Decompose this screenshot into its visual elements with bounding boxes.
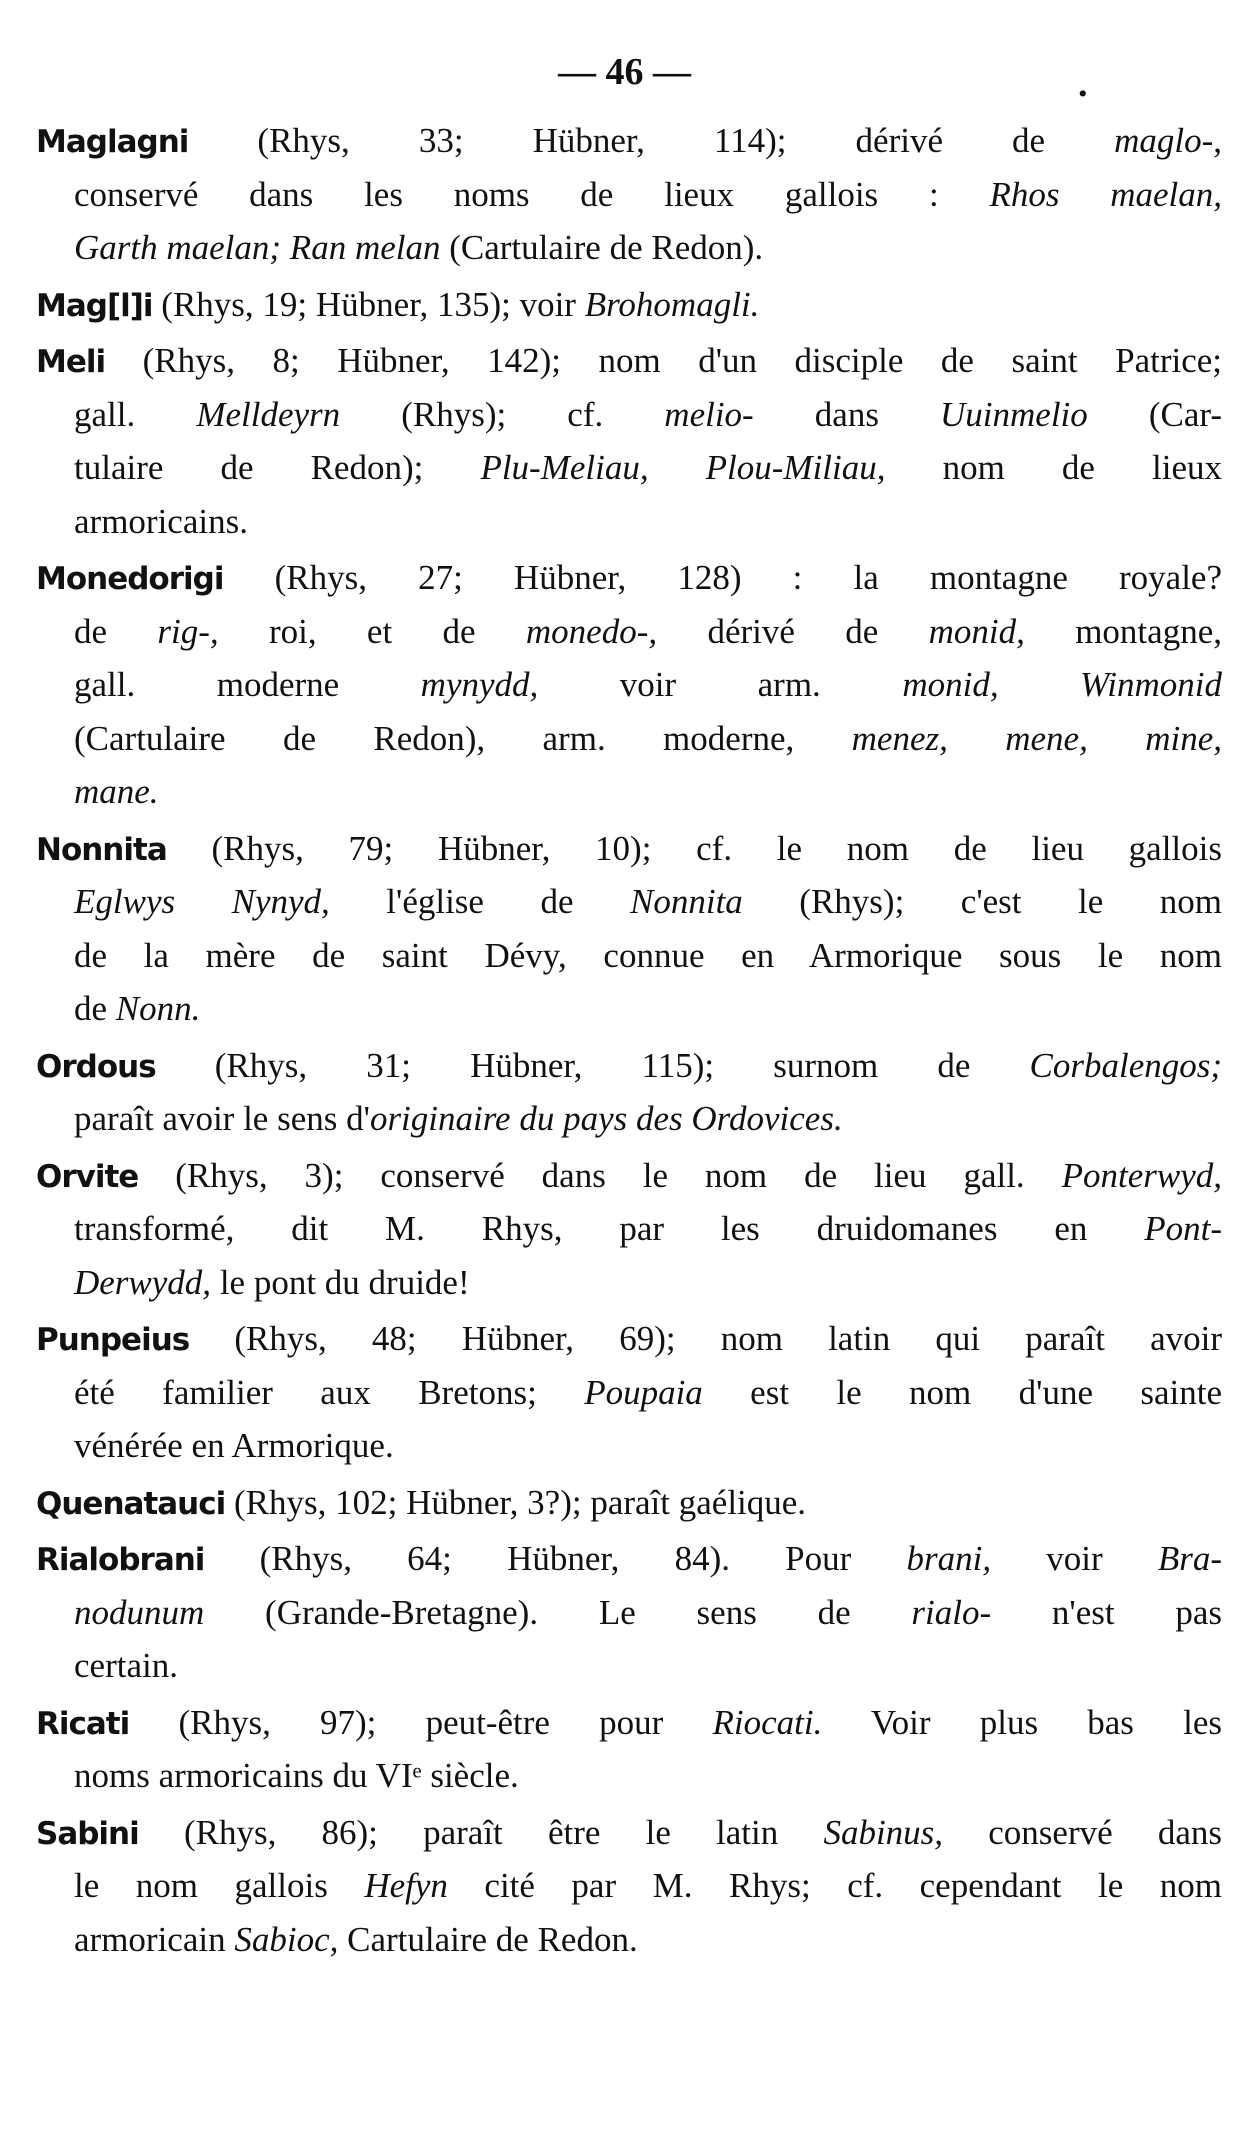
italic-term: Ponterwyd, (1061, 1155, 1222, 1195)
italic-term: Riocati. (712, 1702, 823, 1742)
italic-term: Derwydd, (74, 1262, 212, 1302)
text-segment: armoricain (74, 1919, 235, 1959)
text-line (36, 658, 1222, 712)
headword: Rialobrani (36, 1542, 205, 1578)
text-line (36, 1202, 1222, 1256)
text-segment: , (1213, 121, 1222, 160)
text-segment: le nom gallois (74, 1866, 365, 1905)
text-segment: (Rhys, 33; Hübner, 114); dérivé de (188, 121, 1115, 160)
text-segment: noms armoricains du VIᵉ siècle. (74, 1756, 519, 1795)
text-line (36, 1859, 1222, 1913)
text-segment: (Rhys, 31; Hübner, 115); surnom de (155, 1045, 1030, 1085)
text-segment: certain. (74, 1646, 178, 1685)
text-line (36, 982, 1222, 1036)
italic-term: Eglwys Nynyd, (74, 882, 330, 921)
text-segment: paraît avoir le sens d' (74, 1099, 370, 1138)
italic-term: Poupaia (584, 1372, 703, 1412)
dictionary-entry (36, 1532, 1222, 1693)
text-segment: armoricains. (74, 501, 248, 541)
text-segment: Voir plus bas les (822, 1702, 1222, 1742)
dictionary-entry (36, 278, 1222, 332)
headword: Ricati (36, 1705, 130, 1742)
headword: Sabini (36, 1815, 139, 1852)
text-line (36, 765, 1222, 819)
text-line (36, 1586, 1222, 1640)
text-segment: (Rhys, 19; Hübner, 135); voir (152, 284, 585, 324)
text-segment: (Rhys, 8; Hübner, 142); nom d'un disciple de saint Patrice; (105, 341, 1222, 380)
text-segment: vénérée en Armorique. (74, 1426, 394, 1465)
text-segment: nom de lieux (885, 448, 1222, 487)
text-segment: cité par M. Rhys; cf. cependant le nom (447, 1866, 1222, 1905)
text-segment: tulaire de Redon); (74, 448, 481, 487)
dictionary-entry (36, 1476, 1222, 1530)
text-line (36, 712, 1222, 766)
text-segment: (Cartulaire de Redon), arm. moderne, (74, 718, 852, 758)
text-segment: (Rhys, 48; Hübner, 69); nom latin qui paraît avoir (189, 1319, 1222, 1358)
italic-term: mane. (74, 772, 159, 811)
text-segment: n'est pas (991, 1592, 1222, 1632)
italic-term: brani, (906, 1539, 992, 1578)
italic-term: Uuinmelio (940, 394, 1088, 434)
text-line (36, 1913, 1222, 1967)
text-line (36, 605, 1222, 659)
text-segment: (Rhys, 97); peut-être pour (129, 1702, 713, 1742)
dictionary-entry (36, 1312, 1222, 1473)
italic-term: menez, mene, mine, (851, 718, 1222, 758)
headword: Ordous (36, 1048, 156, 1085)
text-segment: dérivé de (657, 611, 929, 651)
text-segment: (Cartulaire de Redon). (440, 228, 764, 267)
stray-mark: . (1078, 63, 1088, 105)
text-line (36, 1639, 1222, 1693)
headword: Nonnita (36, 831, 167, 868)
text-line (36, 551, 1222, 605)
italic-term: Melldeyrn (196, 394, 341, 434)
text-segment: roi, et de (218, 611, 526, 651)
text-line (36, 1419, 1222, 1473)
text-segment: (Rhys); cf. (340, 394, 665, 434)
text-line (36, 1476, 1222, 1530)
dictionary-entry (36, 114, 1222, 275)
text-line (36, 1149, 1222, 1203)
italic-term: mynydd, (420, 665, 539, 704)
dictionary-entry (36, 334, 1222, 548)
text-segment: conservé dans (943, 1812, 1222, 1852)
headword: Punpeius (36, 1322, 190, 1358)
text-line (36, 388, 1222, 442)
dictionary-entries (36, 114, 1222, 1969)
italic-term: Hefyn (364, 1866, 448, 1905)
italic-term: melio- (664, 394, 754, 434)
italic-term: Garth maelan; Ran melan (74, 228, 441, 267)
text-segment: Cartulaire de Redon. (338, 1919, 638, 1959)
text-segment: (Car- (1087, 394, 1222, 434)
text-line (36, 495, 1222, 549)
dictionary-entry (36, 1149, 1222, 1310)
text-line (36, 1256, 1222, 1310)
italic-term: Plu-Meliau, Plou-Miliau, (480, 448, 886, 487)
italic-term: Bra- (1157, 1539, 1222, 1578)
text-line (36, 1532, 1222, 1586)
text-line (36, 1806, 1222, 1860)
text-line (36, 875, 1222, 929)
text-segment: (Rhys, 64; Hübner, 84). Pour (204, 1539, 907, 1578)
text-segment: transformé, dit M. Rhys, par les druidomanes en (74, 1209, 1145, 1248)
text-segment: le pont du druide! (211, 1262, 470, 1302)
text-line (36, 1366, 1222, 1420)
text-segment: voir (991, 1539, 1158, 1578)
text-line (36, 278, 1222, 332)
italic-term: monedo-, (525, 611, 658, 651)
text-segment: (Rhys, 27; Hübner, 128) : la montagne royale? (223, 558, 1222, 597)
text-segment: dans (753, 394, 941, 434)
text-line (36, 1749, 1222, 1803)
italic-term: Nonnita (630, 882, 743, 921)
text-line (36, 168, 1222, 222)
headword: Quenatauci (36, 1485, 226, 1522)
text-segment: de (74, 989, 116, 1028)
dictionary-entry (36, 1696, 1222, 1803)
text-segment: (Rhys, 3); conservé dans le nom de lieu gall. (138, 1155, 1062, 1195)
text-segment: (Grande-Bretagne). Le sens de (204, 1592, 912, 1632)
italic-term: rialo- (911, 1592, 992, 1632)
text-line (36, 334, 1222, 388)
text-segment: voir arm. (538, 665, 903, 704)
dictionary-entry (36, 1039, 1222, 1146)
italic-term: Sabioc, (234, 1919, 339, 1959)
text-segment: (Rhys, 86); paraît être le latin (138, 1812, 824, 1852)
text-line (36, 441, 1222, 495)
italic-term: rig-, (157, 611, 219, 651)
italic-term: monid, Winmonid (902, 665, 1223, 704)
text-segment: conservé dans les noms de lieux gallois : (74, 174, 990, 214)
italic-term: Sabinus, (823, 1812, 944, 1852)
text-segment: gall. (74, 394, 197, 434)
dictionary-entry (36, 551, 1222, 819)
text-line (36, 1696, 1222, 1750)
text-line (36, 822, 1222, 876)
text-segment: montagne, (1024, 611, 1222, 651)
italic-term: monid, (928, 611, 1025, 651)
text-line (36, 1039, 1222, 1093)
italic-term: Nonn. (115, 989, 201, 1028)
dictionary-entry (36, 1806, 1222, 1967)
text-line (36, 114, 1222, 168)
text-line (36, 929, 1222, 983)
italic-term: Corbalengos; (1029, 1045, 1222, 1085)
italic-term: Rhos maelan, (989, 174, 1222, 214)
text-segment: été familier aux Bretons; (74, 1372, 585, 1412)
text-segment: (Rhys, 102; Hübner, 3?); paraît gaélique. (225, 1482, 807, 1522)
text-segment: de (74, 611, 158, 651)
headword: Maglagni (36, 124, 189, 160)
page-number: — 46 — (558, 51, 691, 93)
headword: Monedorigi (36, 561, 224, 597)
text-segment: de la mère de saint Dévy, connue en Armorique sous le nom (74, 935, 1222, 975)
italic-term: originaire du pays des Ordovices. (369, 1099, 843, 1138)
text-line (36, 221, 1222, 275)
text-segment: (Rhys); c'est le nom (742, 882, 1223, 921)
text-segment: gall. moderne (74, 665, 421, 704)
text-line (36, 1092, 1222, 1146)
headword: Meli (36, 344, 106, 380)
dictionary-entry (36, 822, 1222, 1036)
italic-term: Brohomagli. (584, 284, 760, 324)
text-segment: (Rhys, 79; Hübner, 10); cf. le nom de lieu gallois (166, 828, 1222, 868)
italic-term: maglo- (1114, 121, 1214, 160)
text-line (36, 1312, 1222, 1366)
italic-term: nodunum (74, 1592, 205, 1632)
text-segment: est le nom d'une sainte (702, 1372, 1222, 1412)
headword: Mag[l]i (36, 287, 153, 324)
italic-term: Pont- (1144, 1209, 1222, 1248)
text-segment: l'église de (329, 882, 630, 921)
headword: Orvite (36, 1158, 139, 1195)
